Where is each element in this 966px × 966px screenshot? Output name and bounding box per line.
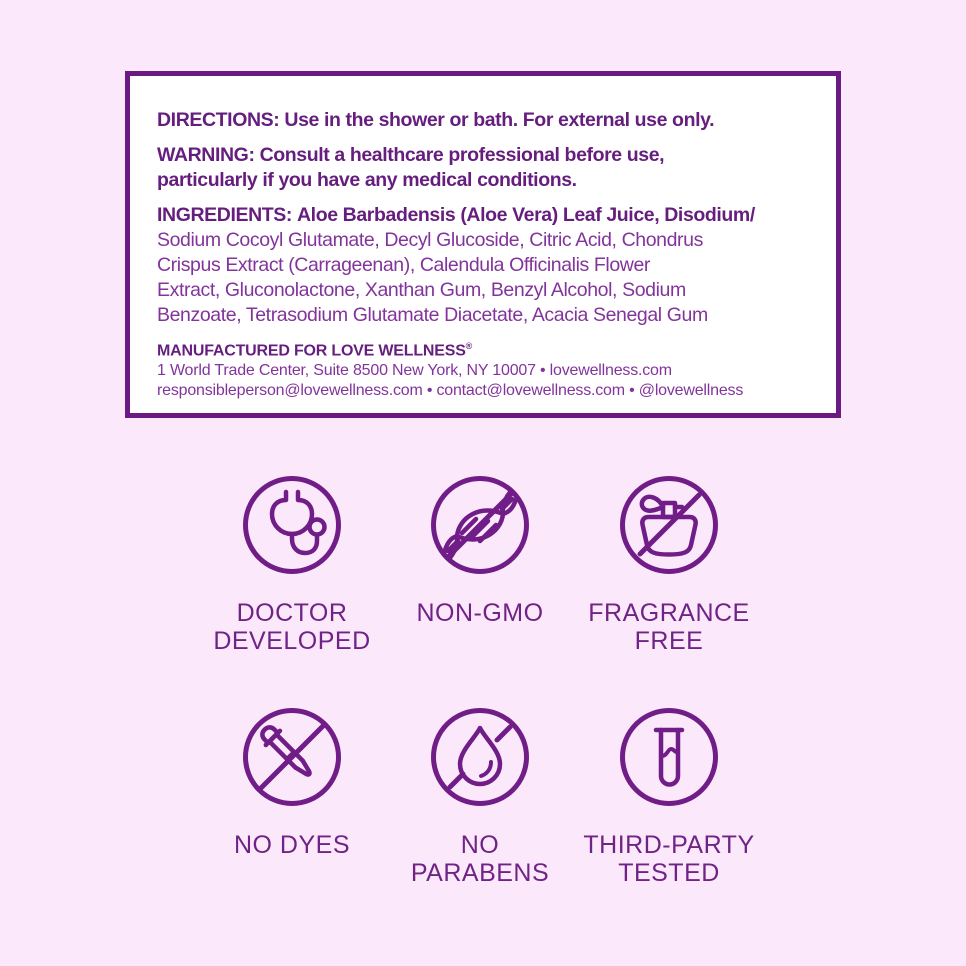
manufacturer-line (157, 336, 826, 361)
dropper-crossed-icon (240, 705, 344, 809)
directions-text: Use in the shower or bath. For external use only. (284, 109, 715, 131)
warning-line-1 (157, 143, 826, 168)
address-line-2: responsibleperson@lovewellness.com • contact@lovewellness.com • @lovewellness (157, 382, 744, 400)
ingredients-label: INGREDIENTS: (157, 204, 292, 226)
warning-section (157, 143, 826, 193)
badge-label-line-2: DEVELOPED (213, 627, 371, 655)
ingredients-section (157, 203, 826, 328)
info-panel (125, 71, 841, 418)
badge-label-line-2: TESTED (618, 859, 720, 887)
warning-label: WARNING: (157, 144, 255, 166)
badge-label-line-1: FRAGRANCE (588, 599, 750, 627)
manufacturer-section (157, 336, 826, 401)
badge-fragrance-free (569, 473, 769, 655)
badge-label (192, 831, 392, 859)
address-line-1: 1 World Trade Center, Suite 8500 New York, NY 10007 • lovewellness.com (157, 362, 672, 380)
water-drop-crossed-icon (428, 705, 532, 809)
directions-section (157, 108, 826, 133)
badge-third-party-tested (569, 705, 769, 887)
dna-crossed-icon (428, 473, 532, 577)
stethoscope-icon (240, 473, 344, 577)
badge-non-gmo (380, 473, 580, 627)
perfume-bottle-crossed-icon (617, 473, 721, 577)
badge-label-line-1: THIRD-PARTY (583, 831, 755, 859)
registered-trademark: ® (465, 341, 473, 351)
badge-label (569, 599, 769, 655)
badge-label (380, 599, 580, 627)
ingredients-line-4: Extract, Gluconolactone, Xanthan Gum, Benzyl Alcohol, Sodium (157, 279, 686, 301)
manufacturer-label: MANUFACTURED FOR LOVE WELLNESS (157, 342, 466, 360)
ingredients-line-1 (157, 203, 826, 228)
badge-label (380, 831, 580, 887)
badge-no-dyes (192, 705, 392, 859)
badge-label-line-1: DOCTOR (236, 599, 348, 627)
badge-label (569, 831, 769, 887)
badge-doctor-developed (192, 473, 392, 655)
badge-label (192, 599, 392, 655)
warning-text-1: Consult a healthcare professional before use, (259, 144, 665, 166)
ingredients-line-2: Sodium Cocoyl Glutamate, Decyl Glucoside, Citric Acid, Chondrus (157, 229, 703, 251)
badge-no-parabens (380, 705, 580, 887)
warning-line-2 (157, 168, 826, 193)
directions-label: DIRECTIONS: (157, 109, 280, 131)
badge-label-line-2: PARABENS (410, 859, 550, 887)
directions-line (157, 108, 826, 133)
ingredients-line-3: Crispus Extract (Carrageenan), Calendula Officinalis Flower (157, 254, 650, 276)
warning-text-2: particularly if you have any medical conditions. (157, 169, 577, 191)
badge-label-line-1: NON-GMO (416, 599, 544, 627)
badge-label-line-2: FREE (634, 627, 704, 655)
badge-label-line-1: NO (460, 831, 500, 859)
ingredients-bold-text: Aloe Barbadensis (Aloe Vera) Leaf Juice, Disodium/ (297, 204, 755, 226)
badge-label-line-1: NO DYES (233, 831, 351, 859)
test-tube-icon (617, 705, 721, 809)
ingredients-line-5: Benzoate, Tetrasodium Glutamate Diacetate, Acacia Senegal Gum (157, 304, 708, 326)
